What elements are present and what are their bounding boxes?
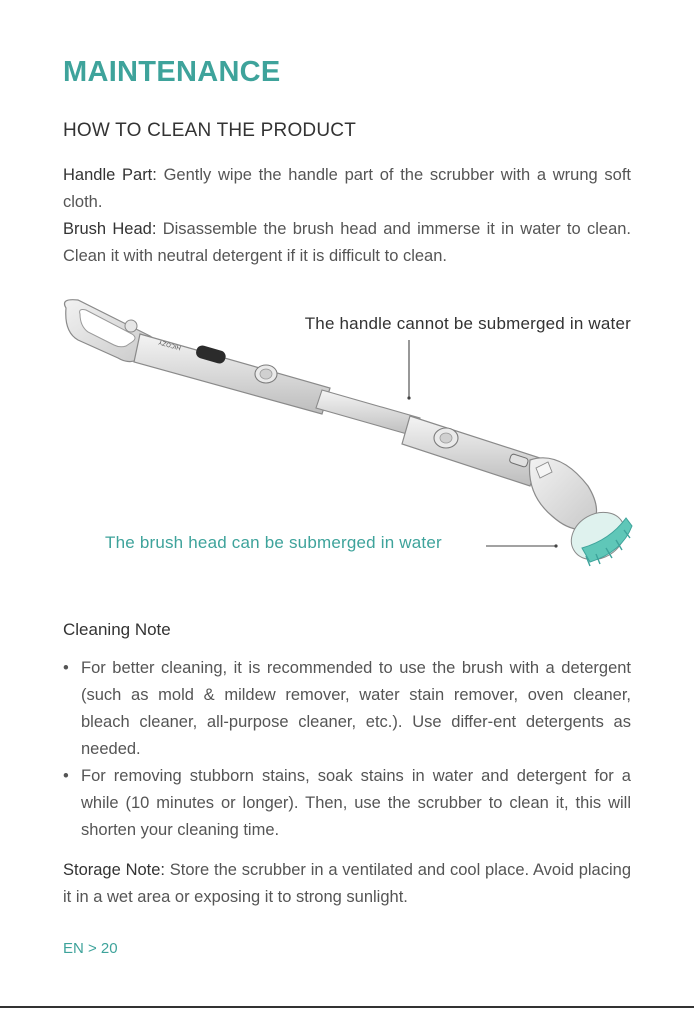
- brush-head-paragraph: [63, 216, 631, 270]
- list-item-text: For better cleaning, it is recommended to use the brush with a detergent (such as mold & mildew remover, water stain remover, oven cleaner, bleach cleaner, all-purpose cleaner, etc.). Use differ-ent detergents as needed.: [81, 659, 631, 758]
- handle-part-label: Handle Part:: [63, 166, 157, 184]
- cleaning-note-list: [63, 655, 631, 844]
- bullet-icon: •: [63, 659, 69, 677]
- storage-note-paragraph: [63, 857, 631, 911]
- brush-callout-dot: [554, 544, 557, 547]
- cleaning-note-heading: Cleaning Note: [63, 620, 171, 639]
- list-item: [63, 655, 631, 763]
- brand-mark: HICOZY: [157, 338, 182, 352]
- list-item: [63, 763, 631, 844]
- brush-head-label-callout: The brush head can be submerged in water: [105, 533, 442, 552]
- handle-callout-dot: [407, 396, 410, 399]
- upper-grip: [134, 334, 330, 414]
- page-title: MAINTENANCE: [63, 56, 281, 88]
- section-title: HOW TO CLEAN THE PRODUCT: [63, 120, 357, 141]
- storage-note-label: Storage Note:: [63, 861, 166, 879]
- list-item-text: For removing stubborn stains, soak stains in water and detergent for a while (10 minutes or longer). Then, use the scrubber to clean it, this will shorten your cleaning time.: [81, 767, 631, 839]
- brush-head: [529, 458, 633, 569]
- bottom-divider: [0, 1006, 694, 1008]
- handle-warning-label: The handle cannot be submerged in water: [304, 314, 631, 333]
- brush-head-label: Brush Head:: [63, 220, 157, 238]
- extension-rod: [316, 390, 420, 436]
- bullet-icon: •: [63, 767, 69, 785]
- storage-note-text: Store the scrubber in a ventilated and cool place. Avoid placing it in a wet area or exposing it to strong sunlight.: [63, 861, 631, 906]
- page-number: EN > 20: [63, 940, 118, 957]
- handle-part-paragraph: [63, 162, 631, 216]
- brush-head-text: Disassemble the brush head and immerse it in water to clean. Clean it with neutral detergent if it is difficult to clean.: [63, 220, 632, 265]
- handle-part-text: Gently wipe the handle part of the scrubber with a wrung soft cloth.: [63, 166, 632, 211]
- lower-grip: [402, 416, 540, 486]
